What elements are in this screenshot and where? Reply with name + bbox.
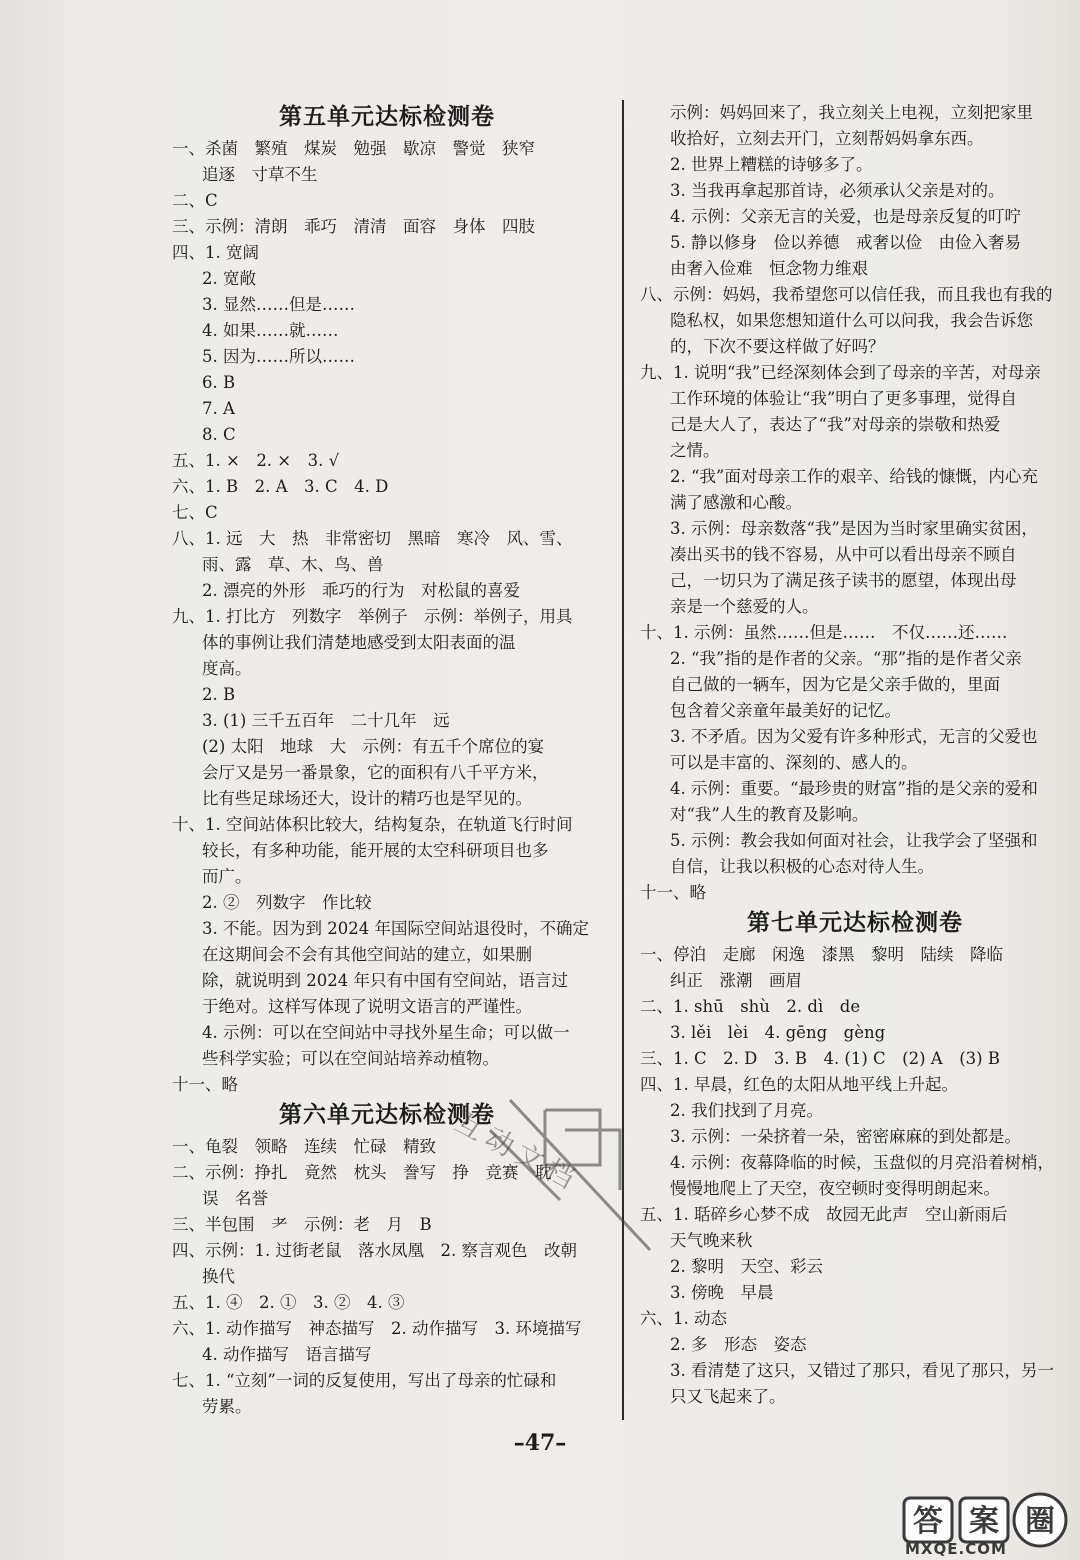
answer-line: 四、示例：1. 过街老鼠 落水凤凰 2. 察言观色 改朝 <box>172 1241 577 1260</box>
answer-line: 劳累。 <box>202 1397 252 1416</box>
answer-line: 三、示例：清朗 乖巧 清清 面容 身体 四肢 <box>172 217 535 236</box>
answer-line: 4. 示例：重要。“最珍贵的财富”指的是父亲的爱和 <box>670 779 1038 798</box>
page-number: –47– <box>513 1430 567 1456</box>
answer-line: 五、1. 聒碎乡心梦不成 故园无此声 空山新雨后 <box>640 1205 1008 1224</box>
answer-line: 2. “我”指的是作者的父亲。“那”指的是作者父亲 <box>670 649 1022 668</box>
answer-line: 体的事例让我们清楚地感受到太阳表面的温 <box>202 633 516 652</box>
answer-line: 对“我”人生的教育及影响。 <box>670 805 869 824</box>
answer-line: 工作环境的体验让“我”明白了更多事理，觉得自 <box>670 389 1017 408</box>
answer-line: 只又飞起来了。 <box>670 1387 786 1406</box>
answer-line: 8. C <box>202 425 236 444</box>
answer-line: 六、1. 动态 <box>640 1309 727 1328</box>
answer-line: 较长，有多种功能，能开展的太空科研项目也多 <box>202 841 549 860</box>
answer-line: 一、杀菌 繁殖 煤炭 勉强 歇凉 警觉 狭窄 <box>172 139 535 158</box>
answer-line: 自信，让我以积极的心态对待人生。 <box>670 857 934 876</box>
answer-line: 凑出买书的钱不容易，从中可以看出母亲不顾自 <box>670 545 1017 564</box>
answer-line: 会厅又是另一番景象，它的面积有八千平方米， <box>202 763 549 782</box>
answer-line: 2. “我”面对母亲工作的艰辛、给钱的慷慨，内心充 <box>670 467 1038 486</box>
section-title: 第七单元达标检测卷 <box>747 909 963 936</box>
answer-line: 6. B <box>202 373 236 392</box>
answer-line: 十一、略 <box>172 1075 238 1094</box>
answer-line: 四、1. 宽阔 <box>172 243 259 262</box>
answer-line: 三、半包围 耂 示例：老 月 B <box>172 1215 432 1234</box>
answer-line: 五、1. ④ 2. ① 3. ② 4. ③ <box>172 1293 405 1312</box>
answer-line: 自己做的一辆车，因为它是父亲手做的，里面 <box>670 675 1000 694</box>
answer-line: 慢慢地爬上了天空，夜空顿时变得明朗起来。 <box>670 1179 1000 1198</box>
answer-line: 2. 黎明 天空、彩云 <box>670 1257 823 1276</box>
answer-line: 亲是一个慈爱的人。 <box>670 597 819 616</box>
answer-line: 雨、露 草、木、鸟、兽 <box>202 555 384 574</box>
answer-line: 己，一切只为了满足孩子读书的愿望，体现出母 <box>670 571 1017 590</box>
answer-line: 比有些足球场还大，设计的精巧也是罕见的。 <box>202 789 532 808</box>
answer-line: 2. 世界上糟糕的诗够多了。 <box>670 155 873 174</box>
answer-line: 示例：妈妈回来了，我立刻关上电视，立刻把家里 <box>670 103 1033 122</box>
answer-line: 七、C <box>172 503 218 522</box>
answer-line: 九、1. 说明“我”已经深刻体会到了母亲的辛苦，对母亲 <box>640 363 1041 382</box>
answer-line: 4. 动作描写 语言描写 <box>202 1345 372 1364</box>
answer-line: 五、1. × 2. × 3. √ <box>172 451 340 470</box>
answer-line: (2) 太阳 地球 大 示例：有五千个席位的宴 <box>202 737 545 756</box>
stamp-text: 互动文档 <box>449 1104 586 1198</box>
answer-line: 十、1. 空间站体积比较大，结构复杂，在轨道飞行时间 <box>172 815 573 834</box>
answer-line: 十一、略 <box>640 883 706 902</box>
answer-line: 六、1. B 2. A 3. C 4. D <box>172 477 389 496</box>
answer-line: 追逐 寸草不生 <box>202 165 318 184</box>
answer-line: 九、1. 打比方 列数字 举例子 示例：举例子，用具 <box>172 607 573 626</box>
svg-text:答: 答 <box>913 1504 943 1539</box>
answer-line: 而广。 <box>202 867 252 886</box>
answer-line: 隐私权，如果您想知道什么可以问我，我会告诉您 <box>670 311 1033 330</box>
answer-line: 3. lěi lèi 4. gēng gèng <box>670 1023 886 1042</box>
svg-text:圈: 圈 <box>1025 1504 1055 1539</box>
answer-line: 4. 如果……就…… <box>202 321 339 340</box>
answer-line: 2. ② 列数字 作比较 <box>202 893 372 912</box>
answer-line: 己是大人了，表达了“我”对母亲的崇敬和热爱 <box>670 415 1001 434</box>
answer-line: 3. 当我再拿起那首诗，必须承认父亲是对的。 <box>670 181 1005 200</box>
answer-line: 度高。 <box>202 659 252 678</box>
answer-line: 一、龟裂 领略 连续 忙碌 精致 <box>172 1137 436 1156</box>
answer-line: 2. B <box>202 685 236 704</box>
answer-line: 些科学实验；可以在空间站培养动植物。 <box>202 1049 499 1068</box>
answer-line: 3. 显然……但是…… <box>202 295 355 314</box>
answer-line: 3. 示例：母亲数落“我”是因为当时家里确实贫困， <box>670 519 1038 538</box>
answer-line: 4. 示例：父亲无言的关爱，也是母亲反复的叮咛 <box>670 207 1021 226</box>
answer-line: 四、1. 早晨，红色的太阳从地平线上升起。 <box>640 1075 958 1094</box>
answer-line: 八、示例：妈妈，我希望您可以信任我，而且我也有我的 <box>640 285 1053 304</box>
answer-line: 5. 示例：教会我如何面对社会，让我学会了坚强和 <box>670 831 1038 850</box>
answer-line: 之情。 <box>670 441 720 460</box>
answer-line: 可以是丰富的、深刻的、感人的。 <box>670 753 918 772</box>
answer-line: 2. 多 形态 姿态 <box>670 1335 807 1354</box>
svg-text:案: 案 <box>969 1504 999 1539</box>
answer-line: 7. A <box>202 399 235 418</box>
answer-line: 误 名誉 <box>202 1189 268 1208</box>
answer-line: 天气晚来秋 <box>670 1231 753 1250</box>
answer-line: 换代 <box>202 1267 235 1286</box>
answer-line: 由奢入俭难 恒念物力维艰 <box>670 259 868 278</box>
answer-line: 八、1. 远 大 热 非常密切 黑暗 寒冷 风、雪、 <box>172 529 573 548</box>
answer-line: 2. 我们找到了月亮。 <box>670 1101 823 1120</box>
answer-line: 一、停泊 走廊 闲逸 漆黑 黎明 陆续 降临 <box>640 945 1003 964</box>
answer-line: 3. (1) 三千五百年 二十几年 远 <box>202 711 450 730</box>
answer-line: 3. 不能。因为到 2024 年国际空间站退役时，不确定 <box>202 919 589 938</box>
answer-line: 3. 傍晚 早晨 <box>670 1283 774 1302</box>
answer-line: 5. 因为……所以…… <box>202 347 355 366</box>
watermark-text: MXQE.COM <box>905 1540 1007 1558</box>
answer-line: 二、C <box>172 191 218 210</box>
answer-line: 4. 示例：夜幕降临的时候，玉盘似的月亮沿着树梢， <box>670 1153 1054 1172</box>
answer-line: 于绝对。这样写体现了说明文语言的严谨性。 <box>202 997 532 1016</box>
answer-line: 纠正 涨潮 画眉 <box>670 971 802 990</box>
answer-line: 3. 不矛盾。因为父爱有许多种形式，无言的父爱也 <box>670 727 1038 746</box>
answer-line: 2. 宽敞 <box>202 269 256 288</box>
answer-line: 4. 示例：可以在空间站中寻找外星生命；可以做一 <box>202 1023 570 1042</box>
answer-line: 除，就说明到 2024 年只有中国有空间站，语言过 <box>202 971 568 990</box>
section-title: 第五单元达标检测卷 <box>279 103 495 130</box>
answer-line: 六、1. 动作描写 神态描写 2. 动作描写 3. 环境描写 <box>172 1319 582 1338</box>
answer-line: 七、1. “立刻”一词的反复使用，写出了母亲的忙碌和 <box>172 1371 557 1390</box>
answer-line: 3. 看清楚了这只，又错过了那只，看见了那只，另一 <box>670 1361 1054 1380</box>
answer-line: 2. 漂亮的外形 乖巧的行为 对松鼠的喜爱 <box>202 581 520 600</box>
answer-line: 十、1. 示例：虽然……但是…… 不仅……还…… <box>640 623 1008 642</box>
answer-line: 满了感激和心酸。 <box>670 493 802 512</box>
answer-line: 二、1. shū shù 2. dì de <box>640 997 861 1016</box>
answer-line: 收拾好，立刻去开门，立刻帮妈妈拿东西。 <box>670 129 984 148</box>
answer-line: 的，下次不要这样做了好吗？ <box>670 337 885 356</box>
answer-line: 5. 静以修身 俭以养德 戒奢以俭 由俭入奢易 <box>670 233 1021 252</box>
answer-line: 二、示例：挣扎 竟然 枕头 誊写 挣 竞赛 耽 <box>172 1163 552 1182</box>
answer-line: 在这期间会不会有其他空间站的建立，如果删 <box>202 945 532 964</box>
right-column <box>640 100 1070 1410</box>
answer-line: 三、1. C 2. D 3. B 4. (1) C (2) A (3) B <box>640 1049 1000 1068</box>
answer-line: 3. 示例：一朵挤着一朵，密密麻麻的到处都是。 <box>670 1127 1021 1146</box>
answer-line: 包含着父亲童年最美好的记忆。 <box>670 701 901 720</box>
section-title: 第六单元达标检测卷 <box>279 1101 495 1128</box>
